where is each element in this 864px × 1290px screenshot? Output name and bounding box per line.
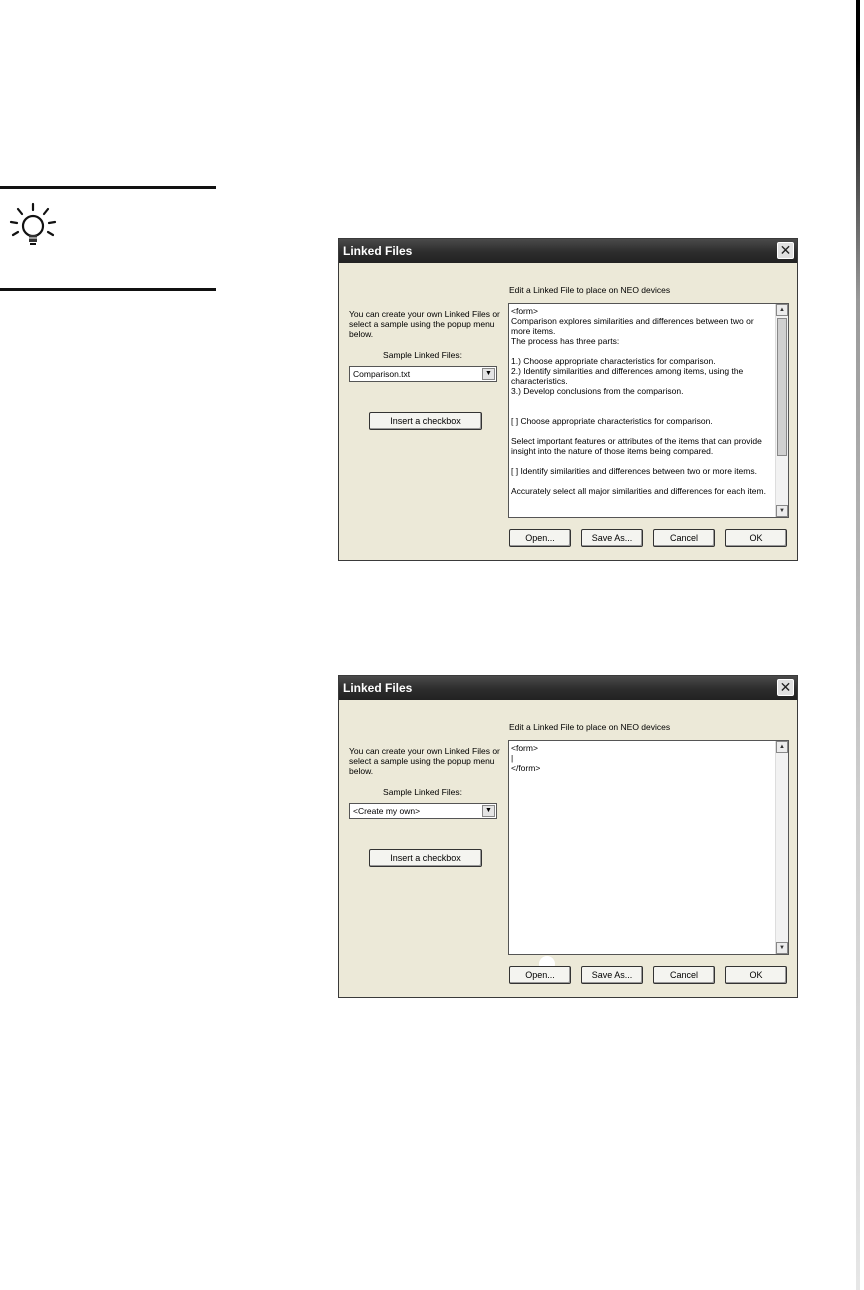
sample-linked-files-select[interactable] [349, 366, 497, 382]
lightbulb-icon [6, 202, 60, 252]
close-button[interactable]: ✕ [777, 242, 794, 259]
sample-linked-files-label: Sample Linked Files: [383, 787, 462, 797]
chevron-down-icon[interactable]: ▼ [482, 805, 495, 817]
chevron-down-icon[interactable]: ▼ [482, 368, 495, 380]
editor-line: insight into the nature of those items being compared. [511, 446, 714, 456]
page-edge [856, 0, 860, 1290]
ok-button[interactable]: OK [725, 966, 787, 984]
editor-line: Accurately select all major similarities and differences for each item. [511, 486, 766, 496]
editor-line: more items. [511, 326, 556, 336]
title-bar[interactable] [339, 676, 797, 700]
open-button[interactable]: Open... [509, 529, 571, 547]
sample-linked-files-value: <Create my own> [353, 806, 421, 816]
scroll-up-icon[interactable]: ▲ [776, 304, 788, 316]
scroll-down-icon[interactable]: ▼ [776, 942, 788, 954]
editor-line: Select important features or attributes of the items that can provide [511, 436, 762, 446]
save-as-button[interactable]: Save As... [581, 529, 643, 547]
ok-button[interactable]: OK [725, 529, 787, 547]
open-button[interactable]: Open... [509, 966, 571, 984]
editor-line [511, 346, 774, 356]
tip-top-rule [0, 186, 216, 189]
editor-text [511, 743, 774, 773]
linked-file-editor[interactable] [508, 303, 789, 518]
edit-linked-file-label: Edit a Linked File to place on NEO devices [509, 285, 671, 295]
editor-line: Comparison explores similarities and differences between two or [511, 316, 754, 326]
scroll-up-icon[interactable]: ▲ [776, 741, 788, 753]
sample-linked-files-label: Sample Linked Files: [383, 350, 462, 360]
sample-linked-files-select[interactable] [349, 803, 497, 819]
editor-line: The process has three parts: [511, 336, 620, 346]
editor-scrollbar[interactable] [775, 741, 788, 954]
editor-scrollbar[interactable] [775, 304, 788, 517]
insert-checkbox-button[interactable]: Insert a checkbox [369, 849, 482, 867]
editor-line: [ ] Identify similarities and differences between two or more items. [511, 466, 757, 476]
title-bar[interactable] [339, 239, 797, 263]
editor-line: <form> [511, 743, 538, 753]
tip-bottom-rule [0, 288, 216, 291]
dialog-title: Linked Files [343, 681, 413, 695]
editor-text [511, 306, 774, 496]
sample-linked-files-value: Comparison.txt [353, 369, 411, 379]
editor-line [511, 396, 774, 406]
editor-line: 1.) Choose appropriate characteristics for comparison. [511, 356, 716, 366]
edit-linked-file-label: Edit a Linked File to place on NEO devices [509, 722, 671, 732]
save-as-button[interactable]: Save As... [581, 966, 643, 984]
dialog-title: Linked Files [343, 244, 413, 258]
linked-file-editor[interactable] [508, 740, 789, 955]
editor-line [511, 406, 774, 416]
editor-line [511, 426, 774, 436]
editor-line: 2.) Identify similarities and differences among items, using the [511, 366, 744, 376]
editor-line: 3.) Develop conclusions from the comparison. [511, 386, 684, 396]
editor-line: <form> [511, 306, 538, 316]
scroll-thumb[interactable] [777, 318, 787, 456]
insert-checkbox-button[interactable]: Insert a checkbox [369, 412, 482, 430]
cancel-button[interactable]: Cancel [653, 529, 715, 547]
linked-files-dialog-1 [338, 238, 798, 561]
cancel-button[interactable]: Cancel [653, 966, 715, 984]
editor-line: characteristics. [511, 376, 568, 386]
close-button[interactable]: ✕ [777, 679, 794, 696]
editor-line [511, 456, 774, 466]
scroll-down-icon[interactable]: ▼ [776, 505, 788, 517]
editor-line: [ ] Choose appropriate characteristics for comparison. [511, 416, 713, 426]
intro-text: You can create your own Linked Files or select a sample using the popup menu below. [349, 746, 500, 776]
editor-line: | [511, 753, 514, 763]
intro-text: You can create your own Linked Files or select a sample using the popup menu below. [349, 309, 500, 339]
editor-line: </form> [511, 763, 541, 773]
linked-files-dialog-2 [338, 675, 798, 998]
editor-line [511, 476, 774, 486]
